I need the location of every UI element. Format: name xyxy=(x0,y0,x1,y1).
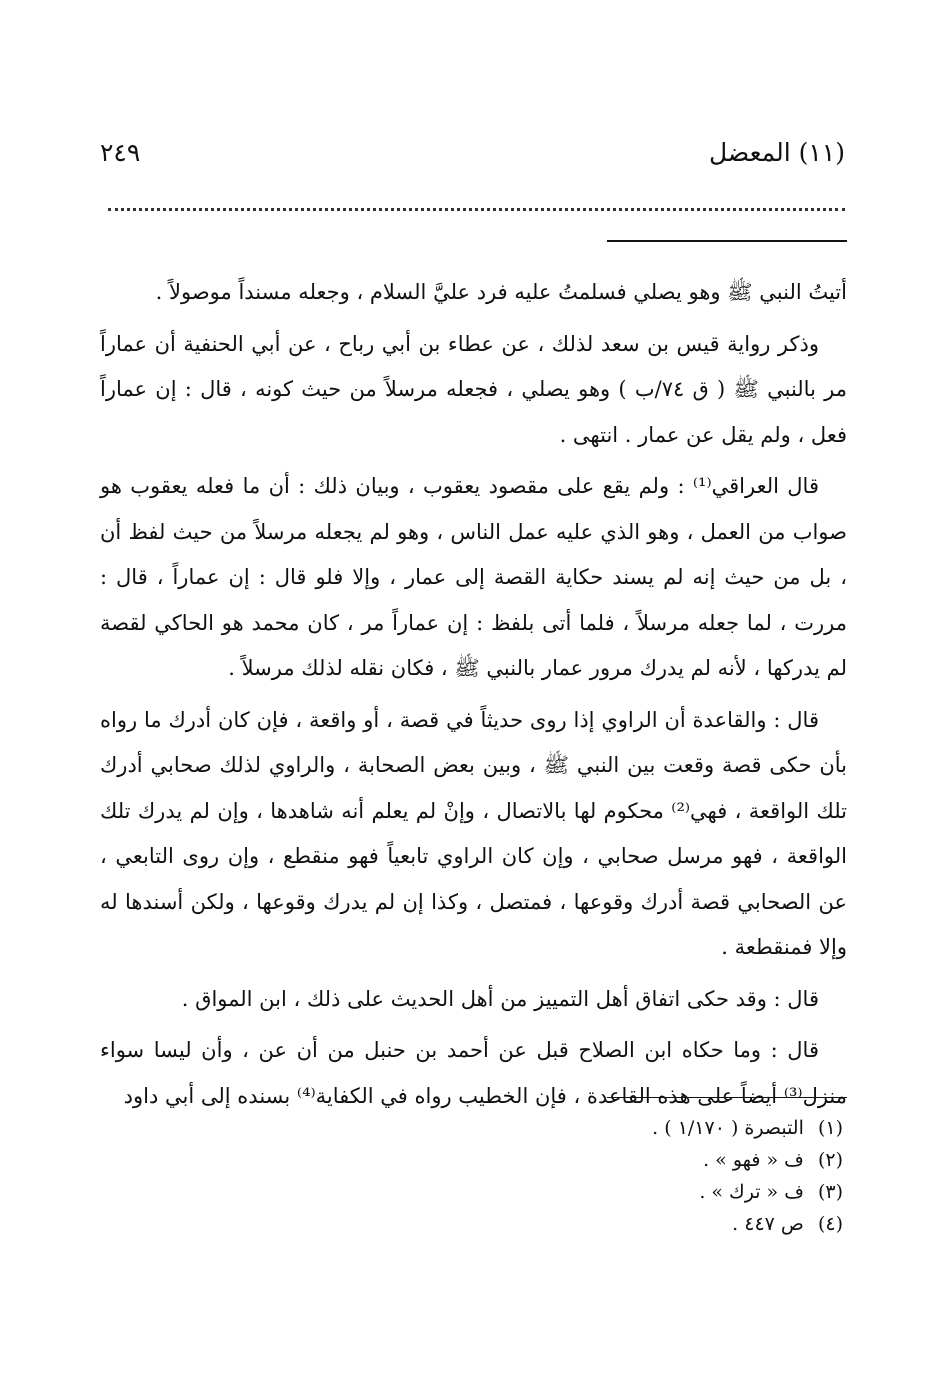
main-text xyxy=(100,270,847,1125)
footnote-text: ف « ترك » . xyxy=(699,1181,804,1203)
chapter-title: (١١) المعضل xyxy=(708,137,845,167)
paragraph: قال : والقاعدة أن الراوي إذا روى حديثاً في قصة ، أو واقعة ، فإن كان أدرك ما رواه بأن حكى قصة وقعت بين النبي ﷺ ، وبين بعض الصحابة ، والراوي لذلك صحابي أدرك تلك الواقعة ، فهي⁽²⁾ محكوم لها بالاتصال ، وإنْ لم يعلم أنه شاهدها ، وإن لم يدرك تلك الواقعة ، فهو مرسل صحابي ، وإن كان الراوي تابعياً فهو منقطع ، وإن روى التابعي ، عن الصحابي قصة أدرك وقوعها ، فمتصل ، وكذا إن لم يدرك وقوعها ، ولكن أسندها له وإلا فمنقطعة . xyxy=(100,707,847,959)
footnote-number: (٢) xyxy=(817,1149,843,1171)
footnote-number: (١) xyxy=(817,1117,843,1139)
paragraph: قال : وقد حكى اتفاق أهل التمييز من أهل الحديث على ذلك ، ابن المواق . xyxy=(181,986,819,1011)
footnote-text: التبصرة ( ١/١٧٠ ) . xyxy=(652,1117,804,1139)
dotted-divider xyxy=(108,198,845,211)
footnote-item xyxy=(443,1176,843,1208)
footnote-text: ص ٤٤٧ . xyxy=(732,1213,804,1235)
footnote-number: (٤) xyxy=(817,1213,843,1235)
footnote-separator xyxy=(607,1097,847,1098)
paragraph: وذكر رواية قيس بن سعد لذلك ، عن عطاء بن أبي رباح ، عن أبي الحنفية أن عماراً مر بالنبي ﷺ ( ق ٧٤/ب ) وهو يصلي ، فجعله مرسلاً من حيث كونه ، قال : إن عماراً فعل ، ولم يقل عن عمار . انتهى . xyxy=(100,331,848,447)
footnote-text: ف « فهو » . xyxy=(703,1149,804,1171)
footnote-item xyxy=(443,1144,843,1176)
page-number: ٢٤٩ xyxy=(100,137,141,167)
footnote-item xyxy=(443,1208,843,1240)
footnote-number: (٣) xyxy=(817,1181,843,1203)
paragraph: قال العراقي⁽¹⁾ : ولم يقع على مقصود يعقوب ، وبيان ذلك : أن ما فعله يعقوب هو صواب من العمل ، وهو الذي عليه عمل الناس ، وهو لم يجعله مرسلاً من حيث لفظ أن ، بل من حيث إنه لم يسند حكاية القصة إلى عمار ، وإلا فلو قال : إن عماراً ، قال : مررت ، لما جعله مرسلاً ، فلما أتى بلفظ : إن عماراً مر ، كان محمد هو الحاكي لقصة لم يدركها ، لأنه لم يدرك مرور عمار بالنبي ﷺ ، فكان نقله لذلك مرسلاً . xyxy=(100,474,847,680)
footnote-item xyxy=(443,1112,843,1144)
footnotes xyxy=(443,1112,843,1240)
top-short-rule xyxy=(607,240,847,242)
paragraph: أتيتُ النبي ﷺ وهو يصلي فسلمتُ عليه فرد عليَّ السلام ، وجعله مسنداً موصولاً . xyxy=(155,280,847,304)
paragraph: قال : وما حكاه ابن الصلاح قبل عن أحمد بن حنبل من أن عن ، وأن ليسا سواء منزل⁽³⁾ أيضاً على هذه القاعدة ، فإن الخطيب رواه في الكفاية⁽⁴⁾ بسنده إلى أبي داود xyxy=(100,1038,847,1108)
running-header xyxy=(100,132,845,172)
